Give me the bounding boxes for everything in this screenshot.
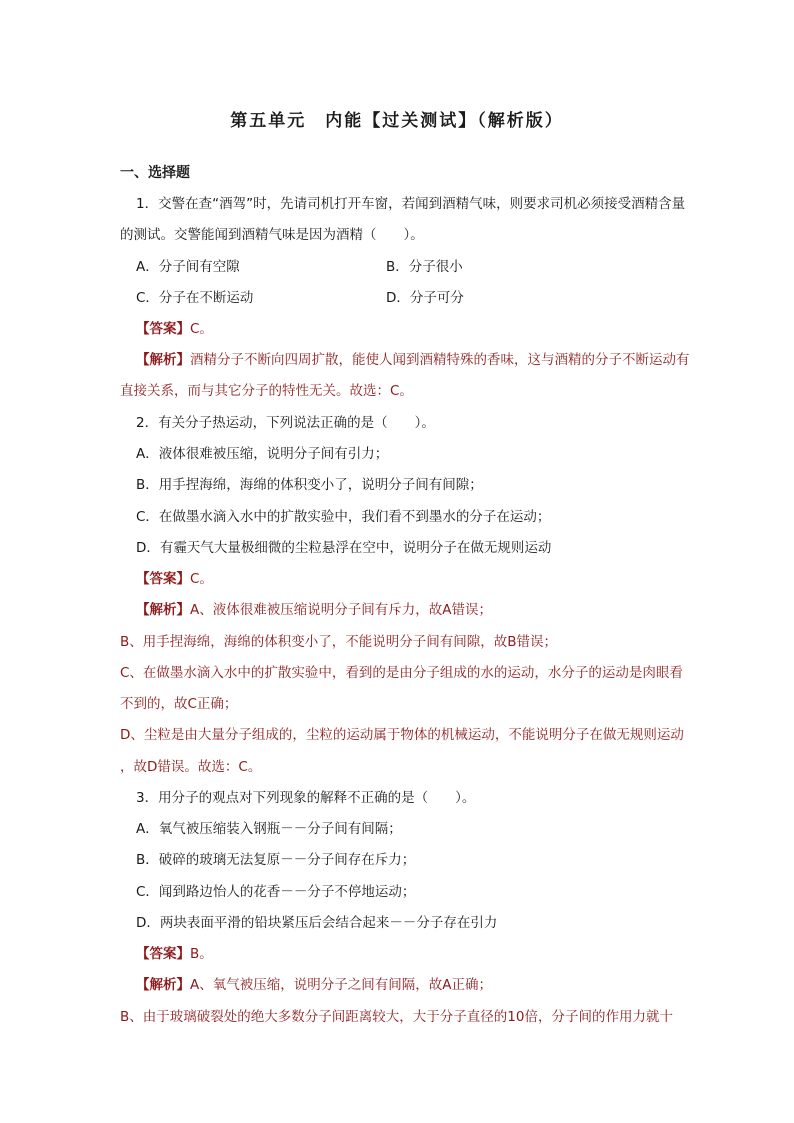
q3-stem: 3．用分子的观点对下列现象的解释不正确的是（ ）。	[136, 790, 476, 806]
q1-answer-value: C。	[190, 321, 213, 337]
q1-analysis-line1	[136, 350, 721, 370]
q2-analysis-b: B、用手捏海绵，海绵的体积变小了，不能说明分子间有间隙，故B错误；	[120, 634, 558, 650]
q2-answer-value: C。	[190, 571, 213, 587]
q2-option-a: A．液体很难被压缩，说明分子间有引力；	[136, 446, 389, 462]
q2-analysis-a	[136, 600, 721, 620]
q2-option-d: D．有霾天气大量极细微的尘粒悬浮在空中，说明分子在做无规则运动	[136, 540, 552, 556]
q1-options-row2	[136, 288, 721, 308]
q2-option-b: B．用手捏海绵，海绵的体积变小了，说明分子间有间隙；	[136, 477, 483, 493]
analysis-tag: 【解析】	[136, 602, 190, 618]
page-title: 第五单元 内能【过关测试】（解析版）	[230, 111, 564, 131]
q3-option-a: A．氧气被压缩装入钢瓶－－分子间有间隔；	[136, 821, 402, 837]
q2-analysis-d1: D、尘粒是由大量分子组成的，尘粒的运动属于物体的机械运动，不能说明分子在做无规则运动	[120, 727, 684, 743]
analysis-tag: 【解析】	[136, 352, 190, 368]
q3-option-d: D．两块表面平滑的铅块紧压后会结合起来－－分子存在引力	[136, 915, 498, 931]
q1-analysis-text1: 酒精分子不断向四周扩散，能使人闻到酒精特殊的香味，这与酒精的分子不断运动有	[190, 352, 690, 368]
answer-tag: 【答案】	[136, 946, 190, 962]
q3-option-b: B．破碎的玻璃无法复原－－分子间存在斥力；	[136, 852, 416, 868]
q2-option-c: C．在做墨水滴入水中的扩散实验中，我们看不到墨水的分子在运动；	[136, 509, 551, 525]
q2-stem: 2．有关分子热运动，下列说法正确的是（ ）。	[136, 415, 435, 431]
q3-answer	[136, 944, 721, 964]
analysis-tag: 【解析】	[136, 977, 190, 993]
q1-analysis-line2: 直接关系，而与其它分子的特性无关。故选：C。	[120, 383, 413, 399]
q3-analysis-a	[136, 975, 721, 995]
q2-analysis-c2: 不到的，故C正确；	[120, 696, 238, 712]
q1-stem-line1: 1．交警在查“酒驾”时，先请司机打开车窗，若闻到酒精气味，则要求司机必须接受酒精含量	[136, 196, 686, 212]
q2-answer	[136, 569, 721, 589]
q3-analysis-a-text: A、氧气被压缩，说明分子之间有间隔，故A正确；	[190, 977, 492, 993]
answer-tag: 【答案】	[136, 571, 190, 587]
q1-stem-line2: 的测试。交警能闻到酒精气味是因为酒精（ ）。	[120, 227, 424, 243]
answer-tag: 【答案】	[136, 321, 190, 337]
q3-answer-value: B。	[190, 946, 213, 962]
q2-analysis-a-text: A、液体很难被压缩说明分子间有斥力，故A错误；	[190, 602, 492, 618]
q1-options-row1	[136, 257, 721, 277]
q1-option-b: B．分子很小	[386, 259, 463, 275]
q1-option-c: C．分子在不断运动	[136, 290, 254, 306]
q3-option-c: C．闻到路边怡人的花香－－分子不停地运动；	[136, 884, 416, 900]
q2-analysis-c1: C、在做墨水滴入水中的扩散实验中，看到的是由分子组成的水的运动，水分子的运动是肉眼看	[120, 665, 683, 681]
q3-analysis-b: B、由于玻璃破裂处的绝大多数分子间距离较大，大于分子直径的10倍，分子间的作用力就十	[120, 1009, 673, 1025]
q1-option-a: A．分子间有空隙	[136, 259, 240, 275]
q2-analysis-d2: ，故D错误。故选：C。	[120, 759, 262, 775]
q1-option-d: D．分子可分	[386, 290, 464, 306]
q1-answer	[136, 319, 721, 339]
section-heading: 一、选择题	[120, 165, 190, 181]
